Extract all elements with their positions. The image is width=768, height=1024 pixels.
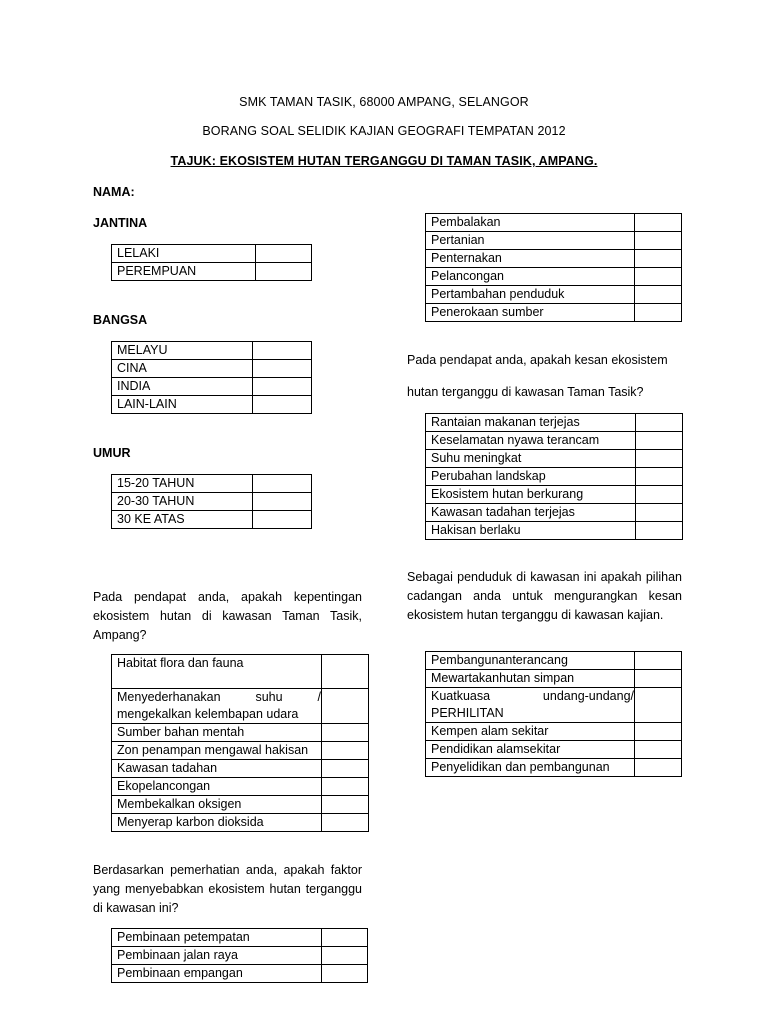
option-label: CINA [112, 360, 253, 378]
table-row [426, 670, 682, 688]
checkbox-cell[interactable] [635, 652, 682, 670]
option-label: Kuatkuasa undang-undang/ PERHILITAN [426, 688, 635, 723]
table-row [112, 493, 312, 511]
option-label: Membekalkan oksigen [112, 796, 322, 814]
table-row [426, 304, 682, 322]
faktor-table [111, 928, 368, 983]
checkbox-cell[interactable] [635, 723, 682, 741]
option-label: Pembalakan [426, 214, 635, 232]
checkbox-cell[interactable] [253, 475, 312, 493]
checkbox-cell[interactable] [322, 965, 368, 983]
checkbox-cell[interactable] [635, 268, 682, 286]
option-label: 15-20 TAHUN [112, 475, 253, 493]
question-kesan-line1: Pada pendapat anda, apakah kesan ekosistem [407, 353, 668, 367]
table-row [112, 724, 369, 742]
table-row [112, 396, 312, 414]
table-row [112, 778, 369, 796]
table-row [112, 378, 312, 396]
table-row [426, 214, 682, 232]
checkbox-cell[interactable] [322, 814, 369, 832]
jantina-label: JANTINA [93, 216, 148, 230]
option-label: Pembinaan petempatan [112, 929, 322, 947]
option-label: Hakisan berlaku [426, 522, 636, 540]
checkbox-cell[interactable] [253, 378, 312, 396]
table-row [426, 414, 683, 432]
table-row [426, 741, 682, 759]
option-label: Kempen alam sekitar [426, 723, 635, 741]
school-name: SMK TAMAN TASIK, 68000 AMPANG, SELANGOR [239, 95, 529, 109]
checkbox-cell[interactable] [322, 655, 369, 689]
option-label: Mewartakanhutan simpan [426, 670, 635, 688]
checkbox-cell[interactable] [635, 741, 682, 759]
checkbox-cell[interactable] [322, 742, 369, 760]
option-label: Zon penampan mengawal hakisan [112, 742, 322, 760]
checkbox-cell[interactable] [635, 688, 682, 723]
option-label: Pembinaan jalan raya [112, 947, 322, 965]
checkbox-cell[interactable] [635, 232, 682, 250]
option-label: Penyelidikan dan pembangunan [426, 759, 635, 777]
checkbox-cell[interactable] [636, 522, 683, 540]
option-label: Rantaian makanan terjejas [426, 414, 636, 432]
option-label: Menyederhanakan suhu / mengekalkan kelembapan udara [112, 689, 322, 724]
kepentingan-table [111, 654, 369, 832]
option-label: INDIA [112, 378, 253, 396]
checkbox-cell[interactable] [322, 796, 369, 814]
option-label: LAIN-LAIN [112, 396, 253, 414]
checkbox-cell[interactable] [256, 245, 312, 263]
umur-table [111, 474, 312, 529]
nama-label: NAMA: [93, 185, 135, 199]
checkbox-cell[interactable] [253, 342, 312, 360]
option-label: Pendidikan alamsekitar [426, 741, 635, 759]
bangsa-table [111, 341, 312, 414]
option-label: LELAKI [112, 245, 256, 263]
table-row [426, 723, 682, 741]
umur-label: UMUR [93, 446, 131, 460]
table-row [426, 432, 683, 450]
table-row [112, 263, 312, 281]
table-row [112, 796, 369, 814]
table-row [112, 965, 368, 983]
table-row [426, 486, 683, 504]
option-label: Perubahan landskap [426, 468, 636, 486]
option-label: Pembangunanterancang [426, 652, 635, 670]
checkbox-cell[interactable] [636, 432, 683, 450]
checkbox-cell[interactable] [636, 486, 683, 504]
table-row [112, 689, 369, 724]
checkbox-cell[interactable] [635, 670, 682, 688]
option-label: Pembinaan empangan [112, 965, 322, 983]
table-row [112, 814, 369, 832]
option-label: Ekosistem hutan berkurang [426, 486, 636, 504]
checkbox-cell[interactable] [322, 689, 369, 724]
table-row [426, 759, 682, 777]
table-row [426, 450, 683, 468]
checkbox-cell[interactable] [635, 759, 682, 777]
table-row [112, 929, 368, 947]
table-row [426, 232, 682, 250]
checkbox-cell[interactable] [636, 414, 683, 432]
option-label: Keselamatan nyawa terancam [426, 432, 636, 450]
checkbox-cell[interactable] [322, 929, 368, 947]
question-cadangan: Sebagai penduduk di kawasan ini apakah pilihan cadangan anda untuk mengurangkan kesan ekosistem hutan terganggu di kawasan kajian. [407, 570, 682, 622]
option-label: Ekopelancongan [112, 778, 322, 796]
checkbox-cell[interactable] [253, 360, 312, 378]
option-label: Penternakan [426, 250, 635, 268]
checkbox-cell[interactable] [253, 493, 312, 511]
option-label: 30 KE ATAS [112, 511, 253, 529]
checkbox-cell[interactable] [636, 450, 683, 468]
form-title: BORANG SOAL SELIDIK KAJIAN GEOGRAFI TEMPATAN 2012 [202, 124, 566, 138]
checkbox-cell[interactable] [322, 760, 369, 778]
option-label: Menyerap karbon dioksida [112, 814, 322, 832]
checkbox-cell[interactable] [636, 468, 683, 486]
option-label: PEREMPUAN [112, 263, 256, 281]
checkbox-cell[interactable] [322, 947, 368, 965]
option-label: 20-30 TAHUN [112, 493, 253, 511]
table-row [112, 360, 312, 378]
table-row [112, 760, 369, 778]
option-label: Sumber bahan mentah [112, 724, 322, 742]
table-row [426, 468, 683, 486]
checkbox-cell[interactable] [636, 504, 683, 522]
table-row [426, 268, 682, 286]
question-kesan-line2: hutan terganggu di kawasan Taman Tasik? [407, 385, 644, 399]
table-row [112, 655, 369, 689]
table-row [426, 652, 682, 670]
checkbox-cell[interactable] [253, 396, 312, 414]
bangsa-label: BANGSA [93, 313, 148, 327]
question-kepentingan: Pada pendapat anda, apakah kepentingan ekosistem hutan di kawasan Taman Tasik, Ampang? [93, 590, 362, 642]
table-row [112, 475, 312, 493]
survey-topic: TAJUK: EKOSISTEM HUTAN TERGANGGU DI TAMAN TASIK, AMPANG. [170, 154, 598, 168]
checkbox-cell[interactable] [322, 724, 369, 742]
table-row [112, 245, 312, 263]
table-row [426, 250, 682, 268]
option-label: Suhu meningkat [426, 450, 636, 468]
checkbox-cell[interactable] [635, 304, 682, 322]
option-label: Pertambahan penduduk [426, 286, 635, 304]
checkbox-cell[interactable] [635, 250, 682, 268]
table-row [112, 342, 312, 360]
cadangan-table [425, 651, 682, 777]
question-faktor: Berdasarkan pemerhatian anda, apakah faktor yang menyebabkan ekosistem hutan terganggu di kawasan ini? [93, 863, 362, 915]
option-label: Penerokaan sumber [426, 304, 635, 322]
checkbox-cell[interactable] [256, 263, 312, 281]
option-label: Pertanian [426, 232, 635, 250]
checkbox-cell[interactable] [322, 778, 369, 796]
checkbox-cell[interactable] [253, 511, 312, 529]
faktor-table-continued [425, 213, 682, 322]
table-row [426, 286, 682, 304]
option-label: Kawasan tadahan terjejas [426, 504, 636, 522]
table-row [426, 522, 683, 540]
option-label: Kawasan tadahan [112, 760, 322, 778]
option-label: MELAYU [112, 342, 253, 360]
table-row [112, 947, 368, 965]
option-label: Habitat flora dan fauna [112, 655, 322, 689]
table-row [112, 742, 369, 760]
checkbox-cell[interactable] [635, 286, 682, 304]
jantina-table [111, 244, 312, 281]
option-label: Pelancongan [426, 268, 635, 286]
checkbox-cell[interactable] [635, 214, 682, 232]
table-row [112, 511, 312, 529]
table-row [426, 504, 683, 522]
table-row [426, 688, 682, 723]
kesan-table [425, 413, 683, 540]
